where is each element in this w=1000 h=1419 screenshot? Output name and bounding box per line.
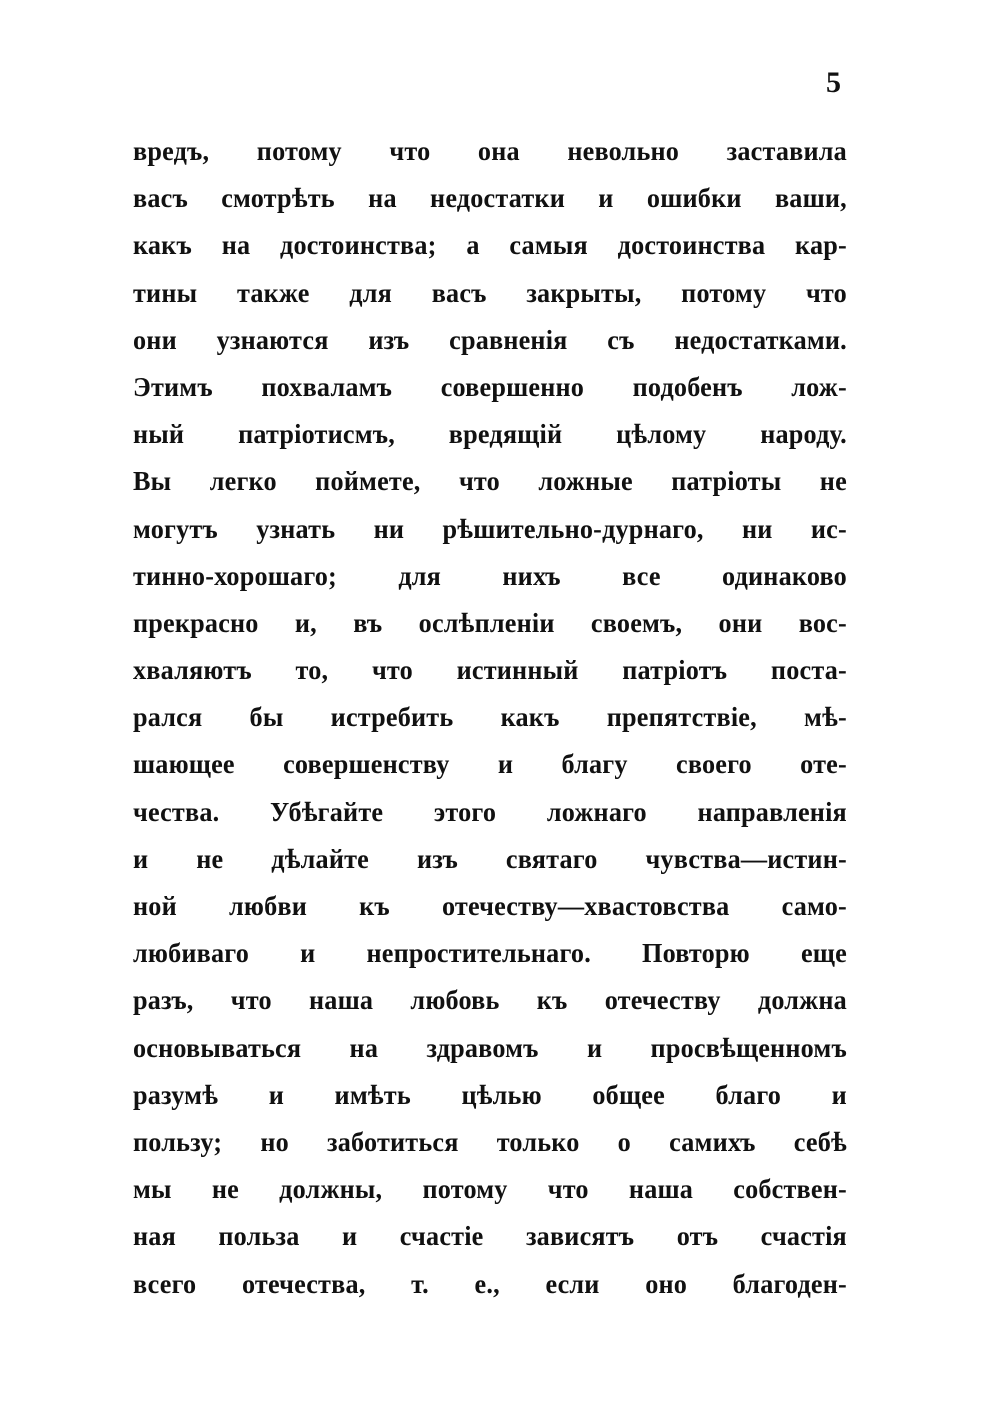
text-line: могутъ узнать ни рѣшительно-дурнаго, ни ис- bbox=[133, 513, 847, 544]
text-line: прекрасно и, въ ослѣпленіи своемъ, они вос- bbox=[133, 607, 847, 638]
text-line: разъ, что наша любовь къ отечеству должна bbox=[133, 985, 847, 1016]
text-line: тинно-хорошаго; для нихъ все одинаково bbox=[133, 560, 847, 591]
text-line: ная польза и счастіе зависятъ отъ счастія bbox=[133, 1221, 847, 1252]
text-line: рался бы истребить какъ препятствіе, мѣ- bbox=[133, 702, 847, 733]
text-line: мы не должны, потому что наша собствен- bbox=[133, 1174, 847, 1205]
text-line: чества. Убѣгайте этого ложнаго направленія bbox=[133, 796, 847, 827]
text-line: тины также для васъ закрыты, потому что bbox=[133, 277, 847, 308]
text-line: они узнаются изъ сравненія съ недостатками. bbox=[133, 324, 847, 355]
page-number: 5 bbox=[826, 66, 841, 99]
text-line: ный патріотисмъ, вредящій цѣлому народу. bbox=[133, 419, 847, 450]
text-line: разумѣ и имѣть цѣлью общее благо и bbox=[133, 1079, 847, 1110]
text-line: шающее совершенству и благу своего оте- bbox=[133, 749, 847, 780]
text-line: какъ на достоинства; а самыя достоинства кар- bbox=[133, 230, 847, 261]
text-line: любиваго и непростительнаго. Повторю еще bbox=[133, 938, 847, 969]
text-line: всего отечества, т. е., если оно благоден- bbox=[133, 1268, 847, 1299]
text-line: Этимъ похваламъ совершенно подобенъ лож- bbox=[133, 371, 847, 402]
text-line: Вы легко поймете, что ложные патріоты не bbox=[133, 466, 847, 497]
text-line: хваляютъ то, что истинный патріотъ поста- bbox=[133, 655, 847, 686]
text-line: вредъ, потому что она невольно заставила bbox=[133, 136, 847, 166]
text-line: ной любви къ отечеству—хвастовства само- bbox=[133, 891, 847, 921]
text-line: и не дѣлайте изъ святаго чувства—истин- bbox=[133, 843, 847, 874]
text-line: основываться на здравомъ и просвѣщенномъ bbox=[133, 1032, 847, 1063]
text-line: пользу; но заботиться только о самихъ себѣ bbox=[133, 1126, 847, 1157]
body-text bbox=[133, 136, 869, 1316]
text-line: васъ смотрѣть на недостатки и ошибки ваши, bbox=[133, 183, 847, 214]
